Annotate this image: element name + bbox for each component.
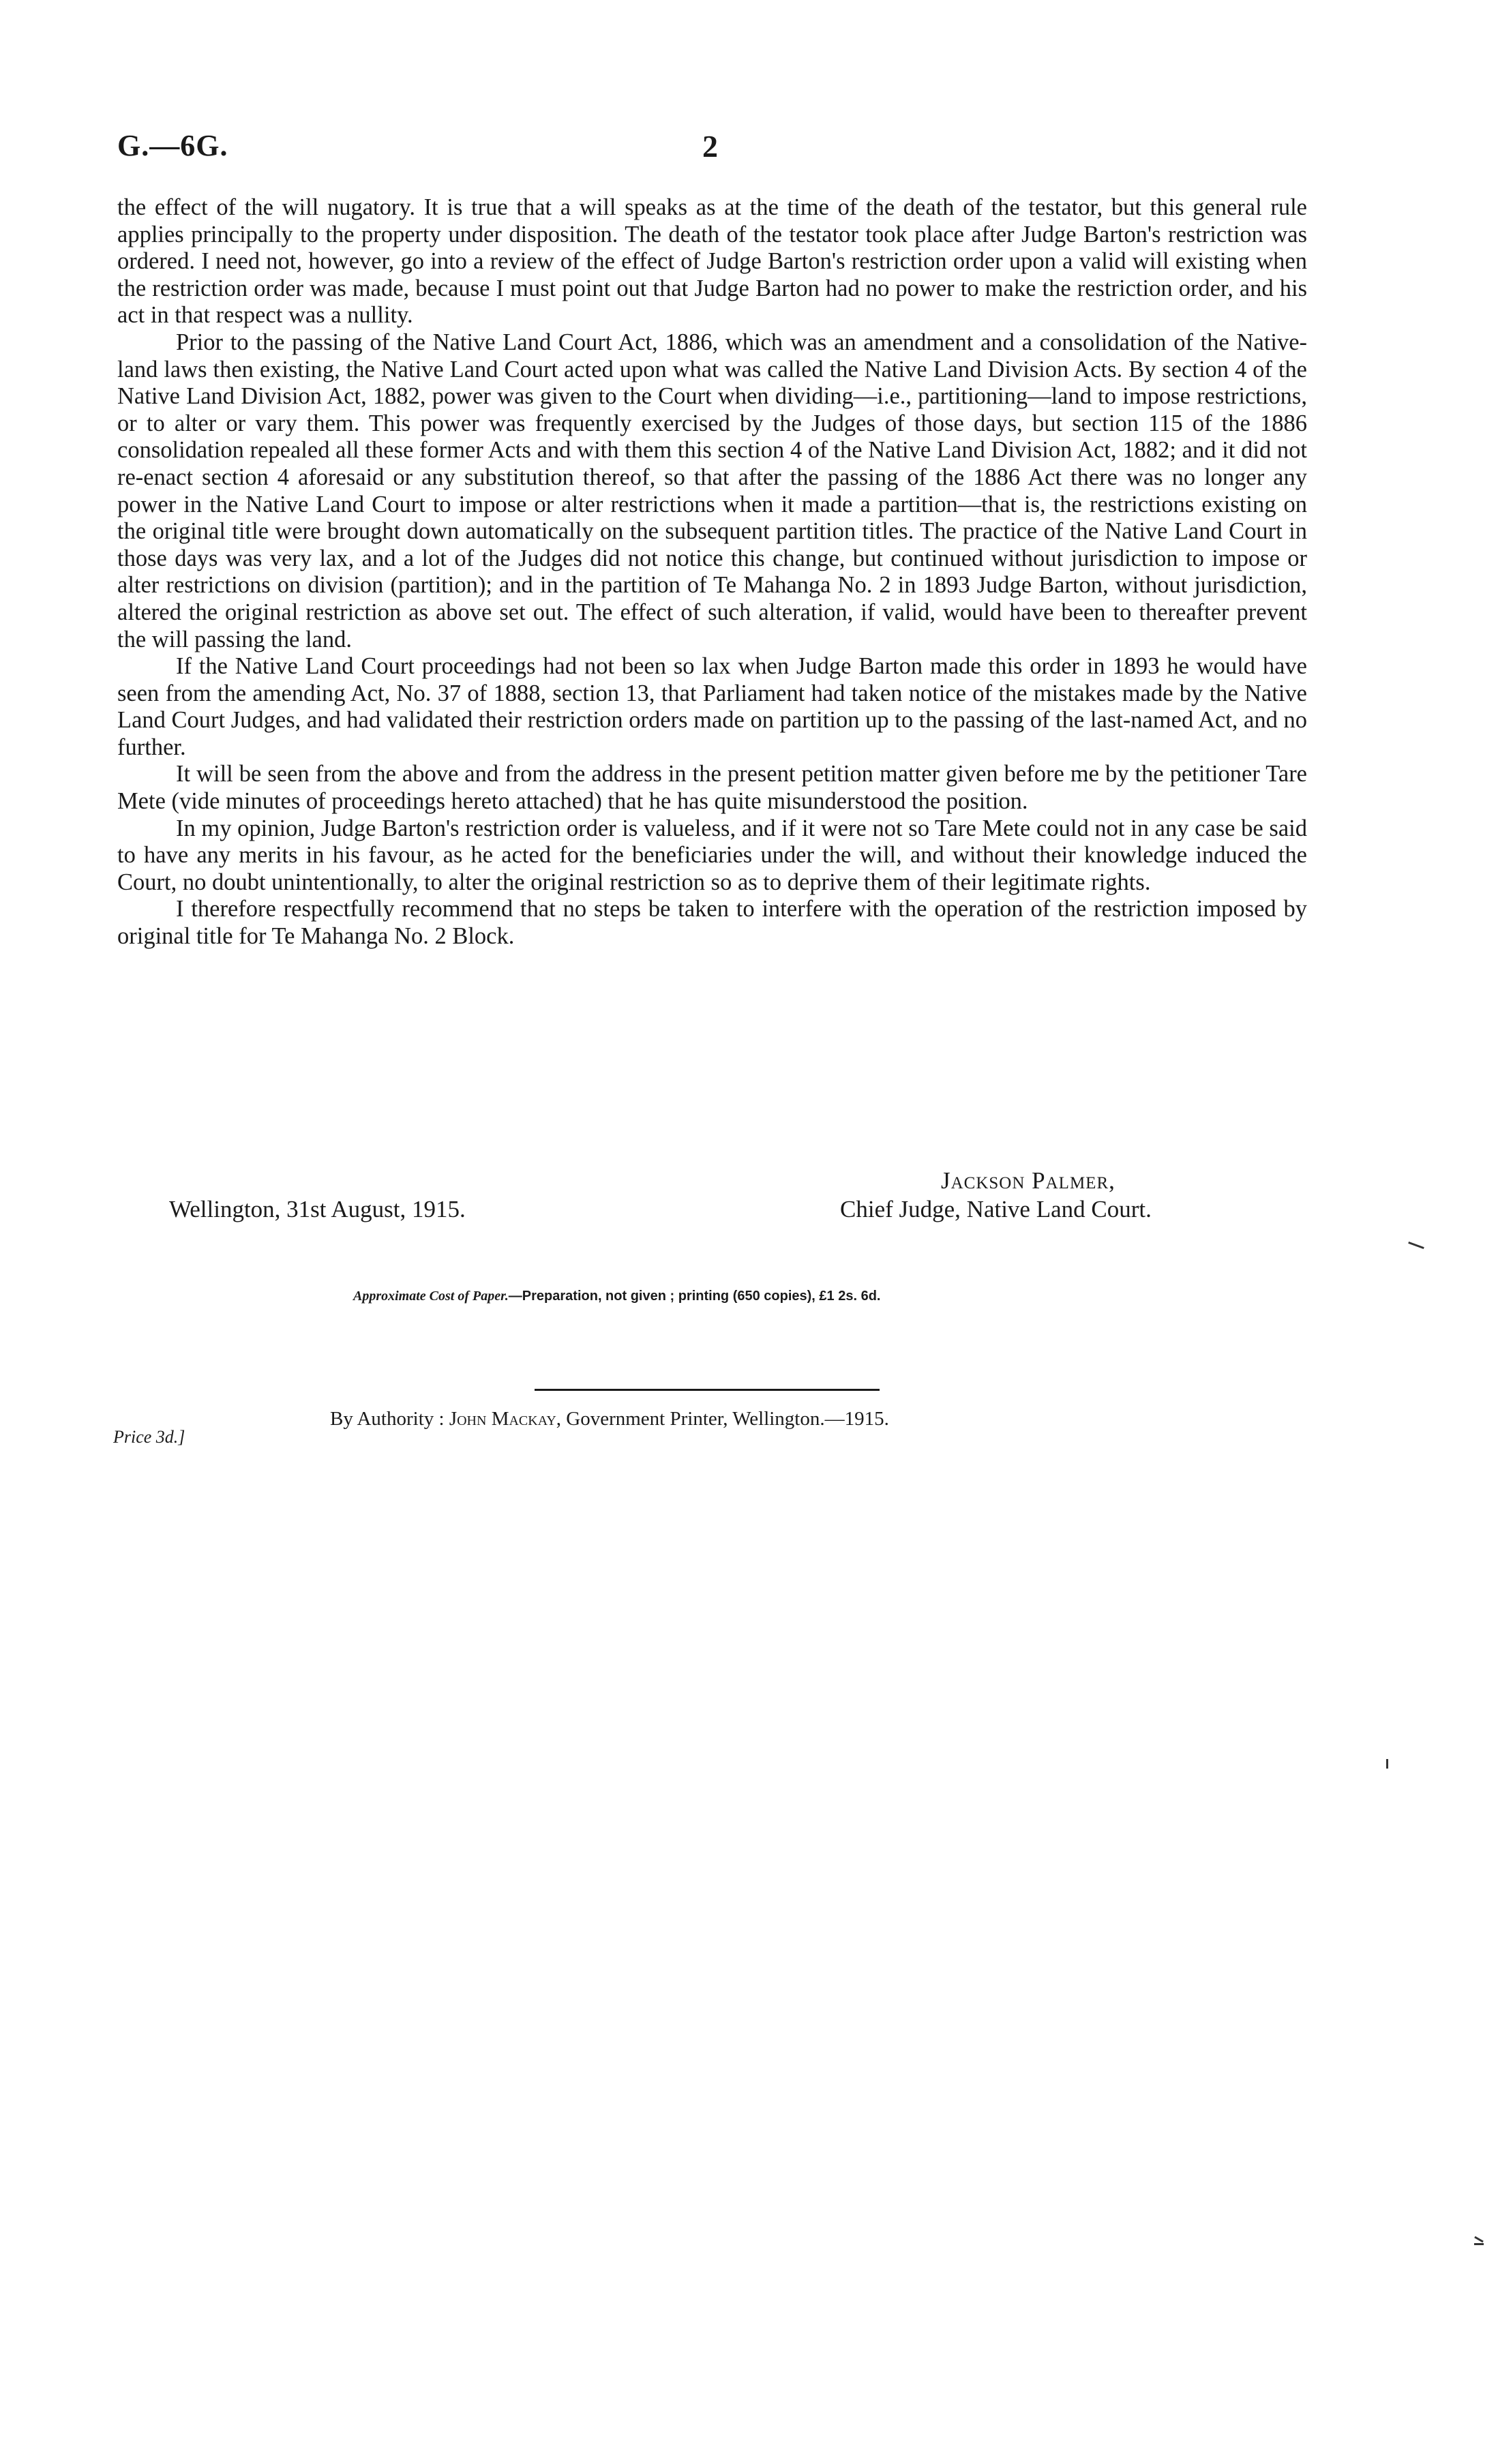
cost-label: Approximate Cost of Paper.: [353, 1289, 509, 1304]
price-label: Price 3d.]: [113, 1427, 185, 1447]
divider-rule: [535, 1389, 880, 1391]
cost-note: [353, 1289, 880, 1304]
paragraph-2: Prior to the passing of the Native Land Court Act, 1886, which was an amendment and a consolidation of the Native-land laws then existing, the Native Land Court acted upon what was called the Native Land Division Acts. By section 4 of the Native Land Division Act, 1882, power was given to the Court when dividing—i.e., partitioning—land to impose restrictions, or to alter or vary them. This power was frequently exercised by the Judges of those days, but section 115 of the 1886 consolidation repealed all these former Acts and with them this section 4 of the Native Land Division Act, 1882; and it did not re-enact section 4 aforesaid or any substitution thereof, so that after the passing of the 1886 Act there was no longer any power in the Native Land Court to impose or alter restrictions when it made a partition—that is, the restrictions existing on the original title were brought down automatically on the subsequent partition titles. The practice of the Native Land Court in those days was very lax, and a lot of the Judges did not notice this change, but continued without jurisdiction to impose or alter restrictions on division (partition); and in the partition of Te Mahanga No. 2 in 1893 Judge Barton, without jurisdiction, altered the original restriction as above set out. The effect of such alteration, if valid, would have been to thereafter prevent the will passing the land.: [117, 329, 1307, 652]
printer-imprint: [330, 1408, 889, 1430]
place-and-date: Wellington, 31st August, 1915.: [169, 1196, 466, 1222]
paragraph-1: the effect of the will nugatory. It is true that a will speaks as at the time of the death of the testator, but this general rule applies principally to the property under disposition. The death of the testator took place after Judge Barton's restriction was ordered. I need not, however, go into a review of the effect of Judge Barton's restriction order upon a valid will existing when the restriction order was made, because I must point out that Judge Barton had no power to make the restriction order, and his act in that respect was a nullity.: [117, 194, 1307, 329]
signatory-title: Chief Judge, Native Land Court.: [840, 1196, 1152, 1222]
scan-mark: [1474, 2243, 1484, 2245]
scan-mark: [1408, 1242, 1424, 1249]
signatory-name: Jackson Palmer,: [941, 1167, 1115, 1194]
paragraph-4: It will be seen from the above and from the address in the present petition matter given before me by the petitioner Tare Mete (vide minutes of proceedings hereto attached) that he has quite misunderstood the position.: [117, 761, 1307, 815]
body-text: [117, 194, 1307, 950]
scan-mark: [1474, 2236, 1484, 2243]
series-code: G.—6G.: [117, 129, 228, 162]
imprint-suffix: Government Printer, Wellington.—1915.: [566, 1408, 889, 1430]
printer-name: John Mackay,: [449, 1408, 562, 1430]
paragraph-3: If the Native Land Court proceedings had not been so lax when Judge Barton made this order in 1893 he would have seen from the amending Act, No. 37 of 1888, section 13, that Parliament had taken notice of the mistakes made by the Native Land Court Judges, and had validated their restriction orders made on partition up to the passing of the last-named Act, and no further.: [117, 653, 1307, 760]
scan-mark: [1386, 1759, 1388, 1769]
cost-text: —Preparation, not given ; printing (650 copies), £1 2s. 6d.: [508, 1289, 881, 1304]
paragraph-5: In my opinion, Judge Barton's restriction order is valueless, and if it were not so Tare Mete could not in any case be said to have any merits in his favour, as he acted for the beneficiaries under the will, and without their knowledge induced the Court, no doubt unintentionally, to alter the original restriction so as to deprive them of their legitimate rights.: [117, 815, 1307, 895]
paragraph-6: I therefore respectfully recommend that no steps be taken to interfere with the operation of the restriction imposed by original title for Te Mahanga No. 2 Block.: [117, 896, 1307, 950]
page-number: 2: [702, 129, 718, 164]
imprint-prefix: By Authority :: [330, 1408, 445, 1430]
